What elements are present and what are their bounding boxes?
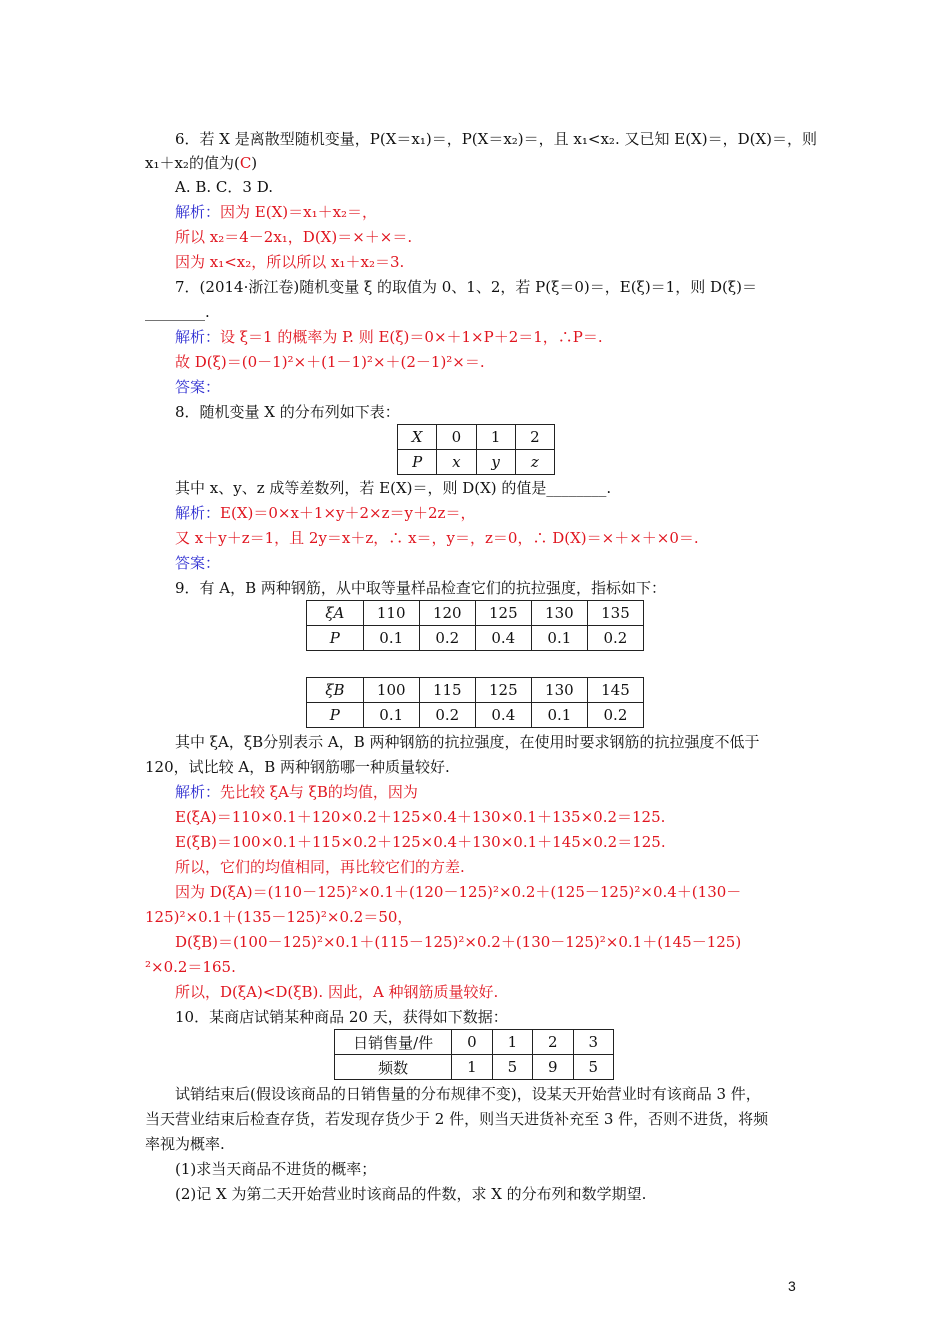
q9-solution-label: 解析： — [175, 783, 221, 801]
table-cell: 0.2 — [587, 626, 643, 651]
table-row — [398, 425, 555, 450]
q7-stem-line1: 7．(2014·浙江卷)随机变量 ξ 的取值为 0、1、2，若 P(ξ＝0)＝，E(ξ)＝1，则 D(ξ)＝ — [175, 278, 757, 296]
table-cell: 3 — [573, 1030, 613, 1055]
q10-stem-line4: 率视为概率. — [145, 1135, 225, 1153]
q6-stem-pre: x₁＋x₂的值为( — [145, 154, 240, 172]
q10-stem-line3: 当天营业结束后检查存货，若发现存货少于 2 件，则当天进货补充至 3 件，否则不进货，将频 — [145, 1110, 769, 1128]
q8-solution-line1 — [175, 502, 475, 524]
table-cell: P — [307, 626, 364, 651]
q9-solution-line3: E(ξB)＝100×0.1＋115×0.2＋125×0.4＋130×0.1＋145×0.2＝125. — [175, 833, 666, 851]
q6-stem-line2 — [145, 152, 257, 174]
table-cell: 2 — [533, 1030, 573, 1055]
table-row — [307, 626, 644, 651]
q7-solution-text1: 设 ξ＝1 的概率为 P. 则 E(ξ)＝0×＋1×P＋2＝1，∴P＝. — [220, 328, 603, 346]
table-cell: z — [515, 450, 554, 475]
q9-table-b — [306, 677, 644, 728]
q10-stem-line1: 10．某商店试销某种商品 20 天，获得如下数据： — [175, 1008, 508, 1026]
table-cell: 125 — [475, 678, 531, 703]
q7-answer-label: 答案： — [175, 378, 221, 396]
q8-distribution-table — [397, 424, 555, 475]
table-cell: 0 — [452, 1030, 492, 1055]
q8-solution-label: 解析： — [175, 504, 221, 522]
table-cell: 2 — [515, 425, 554, 450]
q9-solution-line7: D(ξB)＝(100－125)²×0.1＋(115－125)²×0.2＋(130－125)²×0.1＋(145－125) — [175, 933, 742, 951]
q7-solution-label: 解析： — [175, 328, 221, 346]
q9-stem-line2: 其中 ξA，ξB分别表示 A，B 两种钢筋的抗拉强度，在使用时要求钢筋的抗拉强度不低于 — [175, 733, 760, 751]
q7-solution-line1 — [175, 326, 603, 348]
q7-stem-line2: ________. — [145, 303, 210, 321]
table-row — [335, 1055, 614, 1080]
table-cell: 0.1 — [363, 703, 419, 728]
q9-solution-line5: 因为 D(ξA)＝(110－125)²×0.1＋(120－125)²×0.2＋(125－125)²×0.4＋(130－ — [175, 883, 742, 901]
table-cell: P — [398, 450, 437, 475]
table-row — [307, 678, 644, 703]
table-cell: ξB — [307, 678, 364, 703]
q6-stem-post: ) — [251, 154, 258, 172]
table-cell: 1 — [452, 1055, 492, 1080]
q6-solution-label: 解析： — [175, 203, 221, 221]
table-cell: 130 — [531, 678, 587, 703]
table-cell: X — [398, 425, 437, 450]
table-row — [335, 1030, 614, 1055]
table-cell: 145 — [587, 678, 643, 703]
q9-stem-line3: 120，试比较 A，B 两种钢筋哪一种质量较好. — [145, 758, 450, 776]
q6-solution-line1 — [175, 201, 377, 223]
q8-stem-line2: 其中 x、y、z 成等差数列，若 E(X)＝，则 D(X) 的值是________. — [175, 479, 612, 497]
q9-solution-text1: 先比较 ξA与 ξB的均值，因为 — [220, 783, 418, 801]
table-cell: 5 — [573, 1055, 613, 1080]
table-cell: 0.4 — [475, 626, 531, 651]
table-cell: 100 — [363, 678, 419, 703]
page-number: 3 — [788, 1278, 796, 1294]
table-cell: P — [307, 703, 364, 728]
q6-solution-text1: 因为 E(X)＝x₁＋x₂＝， — [220, 203, 378, 221]
q6-stem-line1: 6．若 X 是离散型随机变量，P(X＝x₁)＝，P(X＝x₂)＝，且 x₁<x₂. 又已知 E(X)＝，D(X)＝，则 — [175, 130, 817, 148]
q9-solution-line8: ²×0.2＝165. — [145, 958, 236, 976]
q7-solution-line2: 故 D(ξ)＝(0－1)²×＋(1－1)²×＋(2－1)²×＝. — [175, 353, 485, 371]
q8-solution-text1: E(X)＝0×x＋1×y＋2×z＝y＋2z＝， — [220, 504, 476, 522]
table-cell: 110 — [363, 601, 419, 626]
table-cell: 0.1 — [531, 626, 587, 651]
q9-solution-line9: 所以，D(ξA)<D(ξB). 因此，A 种钢筋质量较好. — [175, 983, 499, 1001]
q9-solution-line1 — [175, 781, 418, 803]
table-cell: y — [476, 450, 515, 475]
table-row — [307, 703, 644, 728]
table-cell: 0.1 — [363, 626, 419, 651]
q6-options: A. B. C．3 D. — [175, 178, 273, 196]
q10-sales-table — [334, 1029, 614, 1080]
table-cell: 0.2 — [587, 703, 643, 728]
q10-stem-line2: 试销结束后(假设该商品的日销售量的分布规律不变)，设某天开始营业时有该商品 3 件， — [175, 1085, 761, 1103]
q9-stem-line1: 9．有 A，B 两种钢筋，从中取等量样品检查它们的抗拉强度，指标如下： — [175, 579, 666, 597]
q9-solution-line6: 125)²×0.1＋(135－125)²×0.2＝50， — [145, 908, 413, 926]
q10-part1: (1)求当天商品不进货的概率； — [175, 1160, 377, 1178]
q8-stem-line1: 8．随机变量 X 的分布列如下表： — [175, 403, 400, 421]
table-cell: 1 — [492, 1030, 532, 1055]
q9-solution-line2: E(ξA)＝110×0.1＋120×0.2＋125×0.4＋130×0.1＋135×0.2＝125. — [175, 808, 666, 826]
q6-solution-line2: 所以 x₂＝4－2x₁，D(X)＝×＋×＝. — [175, 228, 413, 246]
table-cell: 频数 — [335, 1055, 452, 1080]
table-cell: 0.2 — [419, 626, 475, 651]
q6-solution-line3: 因为 x₁<x₂，所以所以 x₁＋x₂＝3. — [175, 253, 405, 271]
table-row — [398, 450, 555, 475]
table-cell: 120 — [419, 601, 475, 626]
table-cell: 0.1 — [531, 703, 587, 728]
table-cell: x — [437, 450, 476, 475]
table-cell: 5 — [492, 1055, 532, 1080]
table-cell: 1 — [476, 425, 515, 450]
table-row — [307, 601, 644, 626]
q8-answer-label: 答案： — [175, 554, 221, 572]
table-cell: 130 — [531, 601, 587, 626]
table-cell: 日销售量/件 — [335, 1030, 452, 1055]
table-cell: 135 — [587, 601, 643, 626]
table-cell: ξA — [307, 601, 364, 626]
q10-part2: (2)记 X 为第二天开始营业时该商品的件数，求 X 的分布列和数学期望. — [175, 1185, 647, 1203]
table-cell: 115 — [419, 678, 475, 703]
table-cell: 0 — [437, 425, 476, 450]
q9-solution-line4: 所以，它们的均值相同，再比较它们的方差. — [175, 858, 465, 876]
q9-table-a — [306, 600, 644, 651]
table-cell: 9 — [533, 1055, 573, 1080]
table-cell: 0.2 — [419, 703, 475, 728]
table-cell: 125 — [475, 601, 531, 626]
q6-answer: C — [239, 154, 252, 172]
q8-solution-line2: 又 x＋y＋z＝1，且 2y＝x＋z，∴ x＝，y＝，z＝0，∴ D(X)＝×＋×＋×0＝. — [175, 529, 699, 547]
table-cell: 0.4 — [475, 703, 531, 728]
